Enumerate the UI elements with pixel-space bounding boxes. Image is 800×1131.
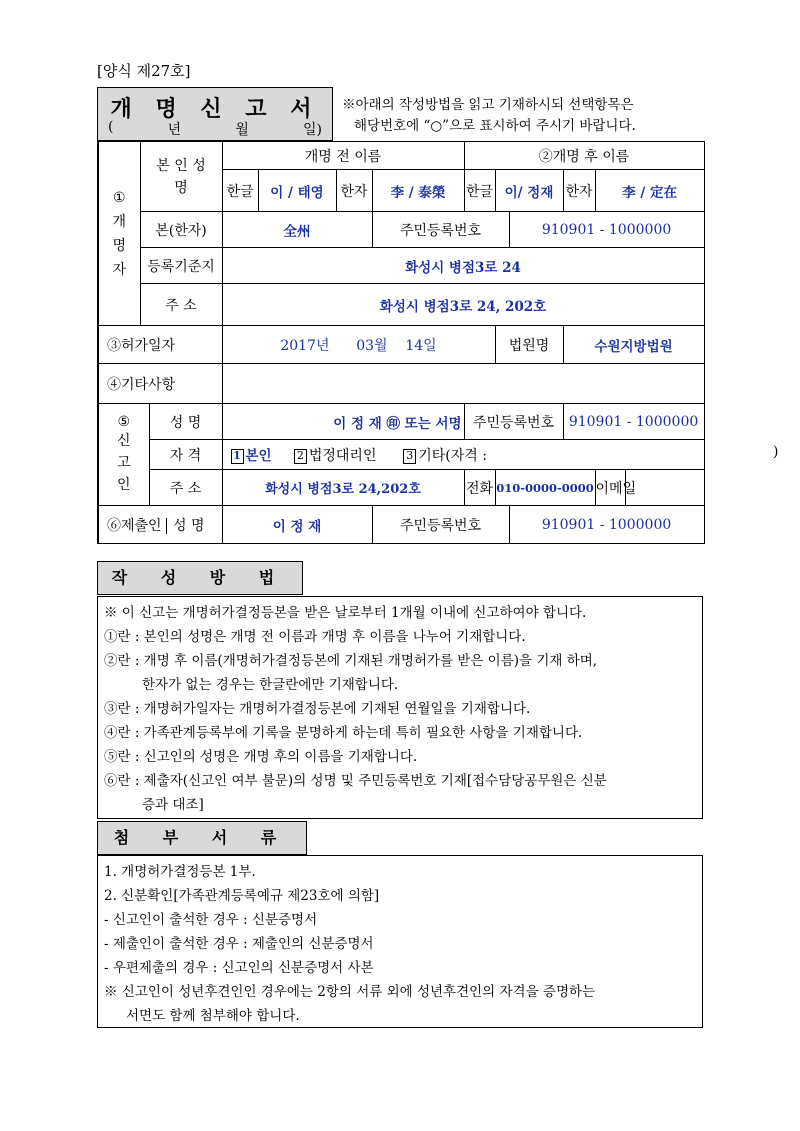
before-hanja-label: 한자 bbox=[336, 170, 372, 212]
method-line: ※ 이 신고는 개명허가결정등본을 받은 날로부터 1개월 이내에 신고하여야 합니다. bbox=[104, 605, 587, 621]
date-day: 일) bbox=[303, 122, 322, 138]
method-line: ⑤란 : 신고인의 성명은 개명 후의 이름을 기재합니다. bbox=[104, 749, 418, 765]
method-heading: 작 성 방 법 bbox=[97, 561, 303, 595]
reporter-name-value[interactable]: 이 정 재 ㊞ 또는 서명 bbox=[222, 404, 464, 440]
phone-label: 전화 bbox=[464, 470, 495, 506]
report-date bbox=[108, 119, 322, 139]
reporter-rrn-label: 주민등록번호 bbox=[464, 404, 563, 440]
renamer-section-label: ① 개명자 bbox=[98, 142, 140, 326]
submitter-rrn-label: 주민등록번호 bbox=[372, 506, 509, 544]
submitter-rrn-value[interactable]: 910901 - 1000000 bbox=[509, 506, 704, 544]
method-line: 한자가 없는 경우는 한글란에만 기재합니다. bbox=[142, 677, 399, 693]
method-line: ⑥란 : 제출자(신고인 여부 불문)의 성명 및 주민등록번호 기재[접수담당공무원은 신분 bbox=[104, 773, 607, 789]
reg-value[interactable]: 화성시 병점3로 24 bbox=[222, 248, 704, 284]
submitter-name-value[interactable]: 이 정 재 bbox=[222, 506, 372, 544]
attachment-line: 1. 개명허가결정등본 1부. bbox=[104, 864, 256, 880]
title-box bbox=[97, 87, 333, 141]
attachments-heading: 첨 부 서 류 bbox=[97, 821, 307, 855]
date-open: ( bbox=[108, 119, 114, 135]
method-line: ④란 : 가족관계등록부에 기록을 분명하게 하는데 특히 필요한 사항을 기재합니다. bbox=[104, 725, 583, 741]
after-hangul-label: 한글 bbox=[464, 170, 495, 212]
email-label: 이메일 bbox=[595, 470, 625, 506]
qual-option-other[interactable]: 3 기타(자격 : bbox=[403, 448, 487, 464]
attachment-line: ※ 신고인이 성년후견인인 경우에는 2항의 서류 외에 성년후견인의 자격을 증명하는 bbox=[104, 984, 596, 1000]
method-line: ③란 : 개명허가일자는 개명허가결정등본에 기재된 연월일을 기재합니다. bbox=[104, 701, 531, 717]
notice-line-2: 해당번호에 “○”으로 표시하여 주시기 바랍니다. bbox=[354, 118, 636, 134]
after-hanja-label: 한자 bbox=[563, 170, 595, 212]
attachment-line: - 우편제출의 경우 : 신고인의 신분증명서 사본 bbox=[104, 960, 374, 976]
permit-date-value[interactable]: 2017년 03월 14일 bbox=[222, 326, 495, 364]
before-hanja-value[interactable]: 李 / 泰榮 bbox=[372, 170, 464, 212]
method-line: ②란 : 개명 후 이름(개명허가결정등본에 기재된 개명허가를 받은 이름)을 기재 하며, bbox=[104, 653, 598, 669]
name-label: 본 인 성 명 bbox=[140, 142, 222, 212]
attachments-box bbox=[97, 855, 703, 1028]
reg-label: 등록기준지 bbox=[140, 248, 222, 284]
attachment-line: 2. 신분확인[가족관계등록예규 제23호에 의함] bbox=[104, 888, 380, 904]
submitter-section: ⑥제출인 성 명 bbox=[98, 506, 222, 544]
instructions-notice bbox=[342, 95, 712, 137]
before-hangul-value[interactable]: 이 / 태영 bbox=[258, 170, 336, 212]
attachment-line: - 신고인이 출석한 경우 : 신분증명서 bbox=[104, 912, 318, 928]
method-box bbox=[97, 596, 703, 819]
form-title: 개 명 신 고 서 bbox=[110, 96, 320, 122]
reporter-section-label: ⑤ 신고인 bbox=[98, 404, 149, 506]
attachment-line: - 제출인이 출석한 경우 : 제출인의 신분증명서 bbox=[104, 936, 374, 952]
qualification-label: 자 격 bbox=[149, 440, 222, 470]
permit-date-label: ③허가일자 bbox=[98, 326, 222, 364]
reporter-address-value[interactable]: 화성시 병점3로 24,202호 bbox=[222, 470, 464, 506]
after-hanja-value[interactable]: 李 / 定在 bbox=[595, 170, 704, 212]
reporter-rrn-value[interactable]: 910901 - 1000000 bbox=[563, 404, 704, 440]
reporter-name-label: 성 명 bbox=[149, 404, 222, 440]
reporter-address-label: 주 소 bbox=[149, 470, 222, 506]
qual-option-self[interactable]: 1 본인 bbox=[231, 448, 272, 464]
after-hangul-value[interactable]: 이/ 정재 bbox=[495, 170, 563, 212]
qual-close: ) bbox=[773, 444, 779, 460]
rrn-label: 주민등록번호 bbox=[372, 212, 509, 248]
bon-value[interactable]: 全州 bbox=[222, 212, 372, 248]
email-value[interactable] bbox=[625, 470, 704, 506]
date-year: 년 bbox=[167, 122, 182, 138]
address-value[interactable]: 화성시 병점3로 24, 202호 bbox=[222, 284, 704, 326]
notice-line-1: ※아래의 작성방법을 읽고 기재하시되 선택항목은 bbox=[342, 97, 634, 113]
before-name-header: 개명 전 이름 bbox=[222, 142, 464, 170]
phone-value[interactable]: 010-0000-0000 bbox=[495, 470, 595, 506]
rrn-value[interactable]: 910901 - 1000000 bbox=[509, 212, 704, 248]
method-line: ①란 : 본인의 성명은 개명 전 이름과 개명 후 이름을 나누어 기재합니다. bbox=[104, 629, 526, 645]
bon-label: 본(한자) bbox=[140, 212, 222, 248]
form-number: [양식 제27호] bbox=[97, 62, 191, 80]
method-line: 증과 대조] bbox=[142, 797, 204, 813]
report-form-table bbox=[97, 141, 779, 544]
court-value[interactable]: 수원지방법원 bbox=[563, 326, 704, 364]
etc-value[interactable] bbox=[222, 364, 704, 404]
etc-label: ④기타사항 bbox=[98, 364, 222, 404]
date-month: 월 bbox=[235, 122, 249, 138]
attachment-line: 서면도 함께 첨부해야 합니다. bbox=[126, 1008, 300, 1024]
after-name-header: ②개명 후 이름 bbox=[464, 142, 704, 170]
address-label: 주 소 bbox=[140, 284, 222, 326]
qual-option-legal-rep[interactable]: 2 법정대리인 bbox=[294, 448, 377, 464]
qualification-options bbox=[222, 440, 779, 470]
court-label: 법원명 bbox=[495, 326, 563, 364]
before-hangul-label: 한글 bbox=[222, 170, 258, 212]
